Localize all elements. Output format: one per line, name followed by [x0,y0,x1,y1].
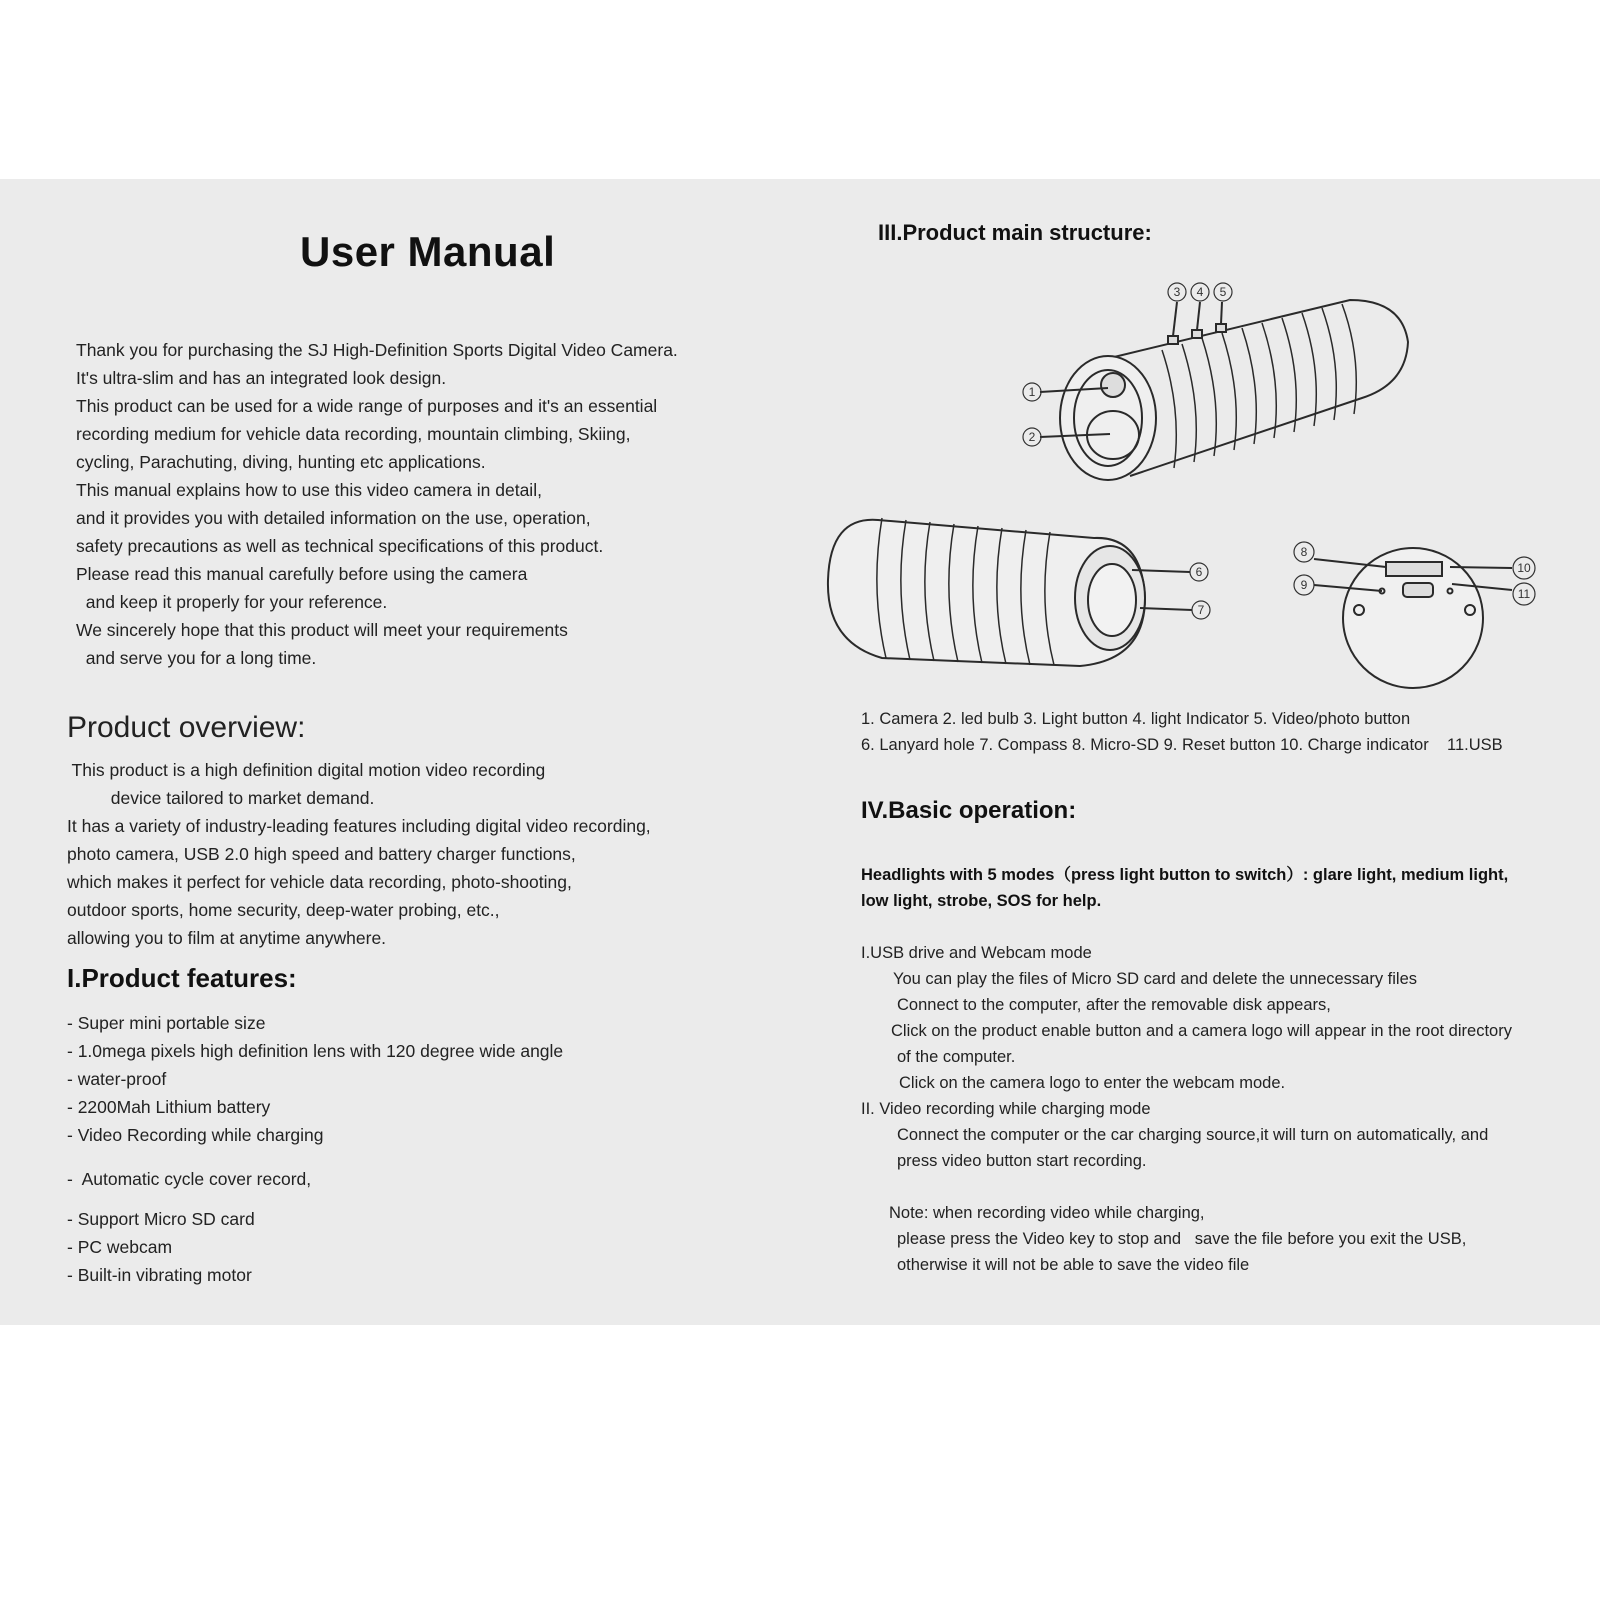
feature-item: - water-proof [67,1069,167,1089]
usb-section-heading: I.USB drive and Webcam mode [861,944,1092,962]
top-flashlight-body [1110,300,1408,476]
overview-heading: Product overview: [67,711,306,744]
usb-line: Click on the camera logo to enter the webcam mode. [899,1074,1286,1092]
intro-line: Please read this manual carefully before using the camera [76,564,528,584]
callout-label: 5 [1219,285,1227,299]
usb-line: Connect to the computer, after the removable disk appears, [897,996,1331,1014]
intro-line: It's ultra-slim and has an integrated look design. [76,368,447,388]
feature-item: - Built-in vibrating motor [67,1265,252,1285]
note-line: Note: when recording video while charging, [889,1204,1205,1222]
note-section [889,1200,1466,1278]
callout-label: 1 [1028,385,1036,399]
product-structure-diagram [810,280,1550,690]
feature-item: - Video Recording while charging [67,1125,324,1145]
headlights-modes [861,862,1508,914]
note-line: otherwise it will not be able to save the video file [897,1256,1250,1274]
intro-line: and it provides you with detailed information on the use, operation, [76,508,591,528]
intro-line: and keep it properly for your reference. [76,592,388,612]
overview-line: device tailored to market demand. [67,788,375,808]
callout-label: 10 [1517,561,1531,575]
overview-paragraph [67,756,651,952]
overview-line: outdoor sports, home security, deep-water probing, etc., [67,900,500,920]
usb-line: You can play the files of Micro SD card and delete the unnecessary files [893,970,1418,988]
overview-line: photo camera, USB 2.0 high speed and battery charger functions, [67,844,576,864]
callout-label: 2 [1028,430,1036,444]
intro-paragraph [76,336,678,672]
legend-line: 1. Camera 2. led bulb 3. Light button 4. light Indicator 5. Video/photo button [861,710,1411,728]
feature-item: - 1.0mega pixels high definition lens with 120 degree wide angle [67,1041,564,1061]
callout-label: 6 [1195,565,1203,579]
features-heading: I.Product features: [67,963,297,993]
micro-sd-slot [1386,562,1442,576]
overview-line: It has a variety of industry-leading features including digital video recording, [67,816,651,836]
intro-line: This product can be used for a wide range of purposes and it's an essential [76,396,658,416]
callout-label: 3 [1173,285,1181,299]
legend-line: 6. Lanyard hole 7. Compass 8. Micro-SD 9. Reset button 10. Charge indicator 11.USB [861,736,1503,754]
video-section [897,1122,1488,1174]
intro-line: Thank you for purchasing the SJ High-Definition Sports Digital Video Camera. [76,340,678,360]
structure-legend [861,706,1503,758]
headlights-line: Headlights with 5 modes（press light button to switch）: glare light, medium light, [861,866,1509,884]
page-title: User Manual [300,228,556,275]
overview-line: which makes it perfect for vehicle data recording, photo-shooting, [67,872,572,892]
overview-line: This product is a high definition digital motion video recording [67,760,546,780]
feature-item: - 2200Mah Lithium battery [67,1097,271,1117]
feature-item: - Automatic cycle cover record, [67,1169,312,1189]
usb-line: Click on the product enable button and a camera logo will appear in the root directory [891,1022,1512,1040]
callout-label: 11 [1517,587,1531,601]
callout-label: 9 [1300,578,1308,592]
callout-label: 7 [1197,603,1205,617]
operation-heading: IV.Basic operation: [861,797,1077,824]
intro-line: This manual explains how to use this video camera in detail, [76,480,542,500]
feature-item: - Support Micro SD card [67,1209,255,1229]
intro-line: recording medium for vehicle data recording, mountain climbing, Skiing, [76,424,631,444]
feature-item: - Super mini portable size [67,1013,266,1033]
usb-line: of the computer. [897,1048,1016,1066]
camera-lens [1101,373,1125,397]
video-line: Connect the computer or the car charging source,it will turn on automatically, and [897,1126,1489,1144]
features-list [67,1009,563,1289]
usb-port [1403,583,1433,597]
note-line: please press the Video key to stop and save the file before you exit the USB, [897,1230,1467,1248]
intro-line: cycling, Parachuting, diving, hunting etc applications. [76,452,486,472]
callout-label: 4 [1196,285,1204,299]
headlights-line: low light, strobe, SOS for help. [861,892,1102,910]
video-section-heading: II. Video recording while charging mode [861,1100,1151,1118]
video-line: press video button start recording. [897,1152,1147,1170]
intro-line: safety precautions as well as technical specifications of this product. [76,536,604,556]
structure-heading: III.Product main structure: [878,220,1152,245]
feature-item: - PC webcam [67,1237,173,1257]
overview-line: allowing you to film at anytime anywhere. [67,928,387,948]
usb-section [893,966,1512,1096]
intro-line: and serve you for a long time. [76,648,317,668]
callout-label: 8 [1300,545,1308,559]
intro-line: We sincerely hope that this product will meet your requirements [76,620,568,640]
